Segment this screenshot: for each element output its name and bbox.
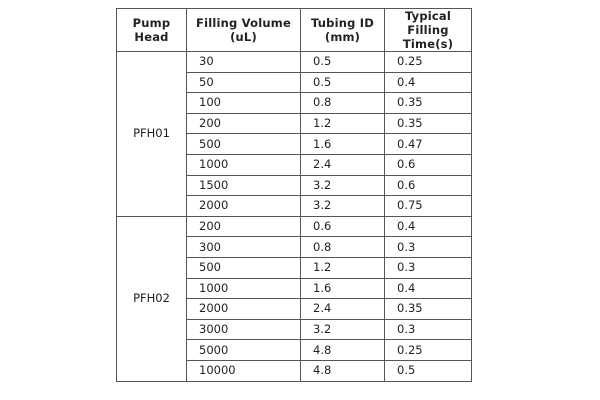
filling-volume-cell: 3000 <box>187 319 301 340</box>
spec-table-container <box>116 8 472 382</box>
pump-head-cell: PFH01 <box>117 52 187 217</box>
filling-volume-cell: 1500 <box>187 175 301 196</box>
filling-time-cell: 0.6 <box>385 175 472 196</box>
filling-time-cell: 0.4 <box>385 216 472 237</box>
tubing-id-cell: 0.6 <box>301 216 385 237</box>
filling-time-cell: 0.3 <box>385 319 472 340</box>
tubing-id-cell: 0.8 <box>301 93 385 114</box>
filling-volume-cell: 1000 <box>187 154 301 175</box>
tubing-id-cell: 1.2 <box>301 113 385 134</box>
tubing-id-cell: 3.2 <box>301 319 385 340</box>
tubing-id-cell: 1.6 <box>301 278 385 299</box>
filling-time-cell: 0.35 <box>385 93 472 114</box>
header-typical-filling-time: Typical Filling Time(s) <box>385 9 472 52</box>
table-row <box>117 216 472 237</box>
header-pump-head: Pump Head <box>117 9 187 52</box>
tubing-id-cell: 0.5 <box>301 72 385 93</box>
tubing-id-cell: 2.4 <box>301 154 385 175</box>
filling-time-cell: 0.25 <box>385 52 472 73</box>
tubing-id-cell: 4.8 <box>301 340 385 361</box>
filling-volume-cell: 30 <box>187 52 301 73</box>
filling-time-cell: 0.4 <box>385 278 472 299</box>
tubing-id-cell: 2.4 <box>301 299 385 320</box>
header-tubing-id: Tubing ID (mm) <box>301 9 385 52</box>
filling-time-cell: 0.6 <box>385 154 472 175</box>
filling-volume-cell: 2000 <box>187 299 301 320</box>
filling-volume-cell: 1000 <box>187 278 301 299</box>
filling-volume-cell: 100 <box>187 93 301 114</box>
filling-volume-cell: 500 <box>187 257 301 278</box>
tubing-id-cell: 1.2 <box>301 257 385 278</box>
header-filling-volume: Filling Volume (uL) <box>187 9 301 52</box>
filling-time-cell: 0.3 <box>385 257 472 278</box>
filling-volume-cell: 2000 <box>187 196 301 217</box>
tubing-id-cell: 0.8 <box>301 237 385 258</box>
filling-time-cell: 0.4 <box>385 72 472 93</box>
filling-volume-cell: 500 <box>187 134 301 155</box>
filling-volume-cell: 200 <box>187 216 301 237</box>
tubing-id-cell: 1.6 <box>301 134 385 155</box>
filling-volume-cell: 10000 <box>187 360 301 381</box>
tubing-id-cell: 3.2 <box>301 175 385 196</box>
header-row <box>117 9 472 52</box>
tubing-id-cell: 3.2 <box>301 196 385 217</box>
filling-volume-cell: 300 <box>187 237 301 258</box>
filling-volume-cell: 200 <box>187 113 301 134</box>
pump-head-cell: PFH02 <box>117 216 187 381</box>
tubing-id-cell: 0.5 <box>301 52 385 73</box>
filling-time-cell: 0.25 <box>385 340 472 361</box>
filling-time-cell: 0.5 <box>385 360 472 381</box>
filling-time-cell: 0.47 <box>385 134 472 155</box>
filling-time-cell: 0.75 <box>385 196 472 217</box>
filling-volume-cell: 5000 <box>187 340 301 361</box>
tubing-id-cell: 4.8 <box>301 360 385 381</box>
pump-head-spec-table <box>116 8 472 382</box>
filling-time-cell: 0.35 <box>385 299 472 320</box>
filling-volume-cell: 50 <box>187 72 301 93</box>
table-row <box>117 52 472 73</box>
filling-time-cell: 0.3 <box>385 237 472 258</box>
filling-time-cell: 0.35 <box>385 113 472 134</box>
